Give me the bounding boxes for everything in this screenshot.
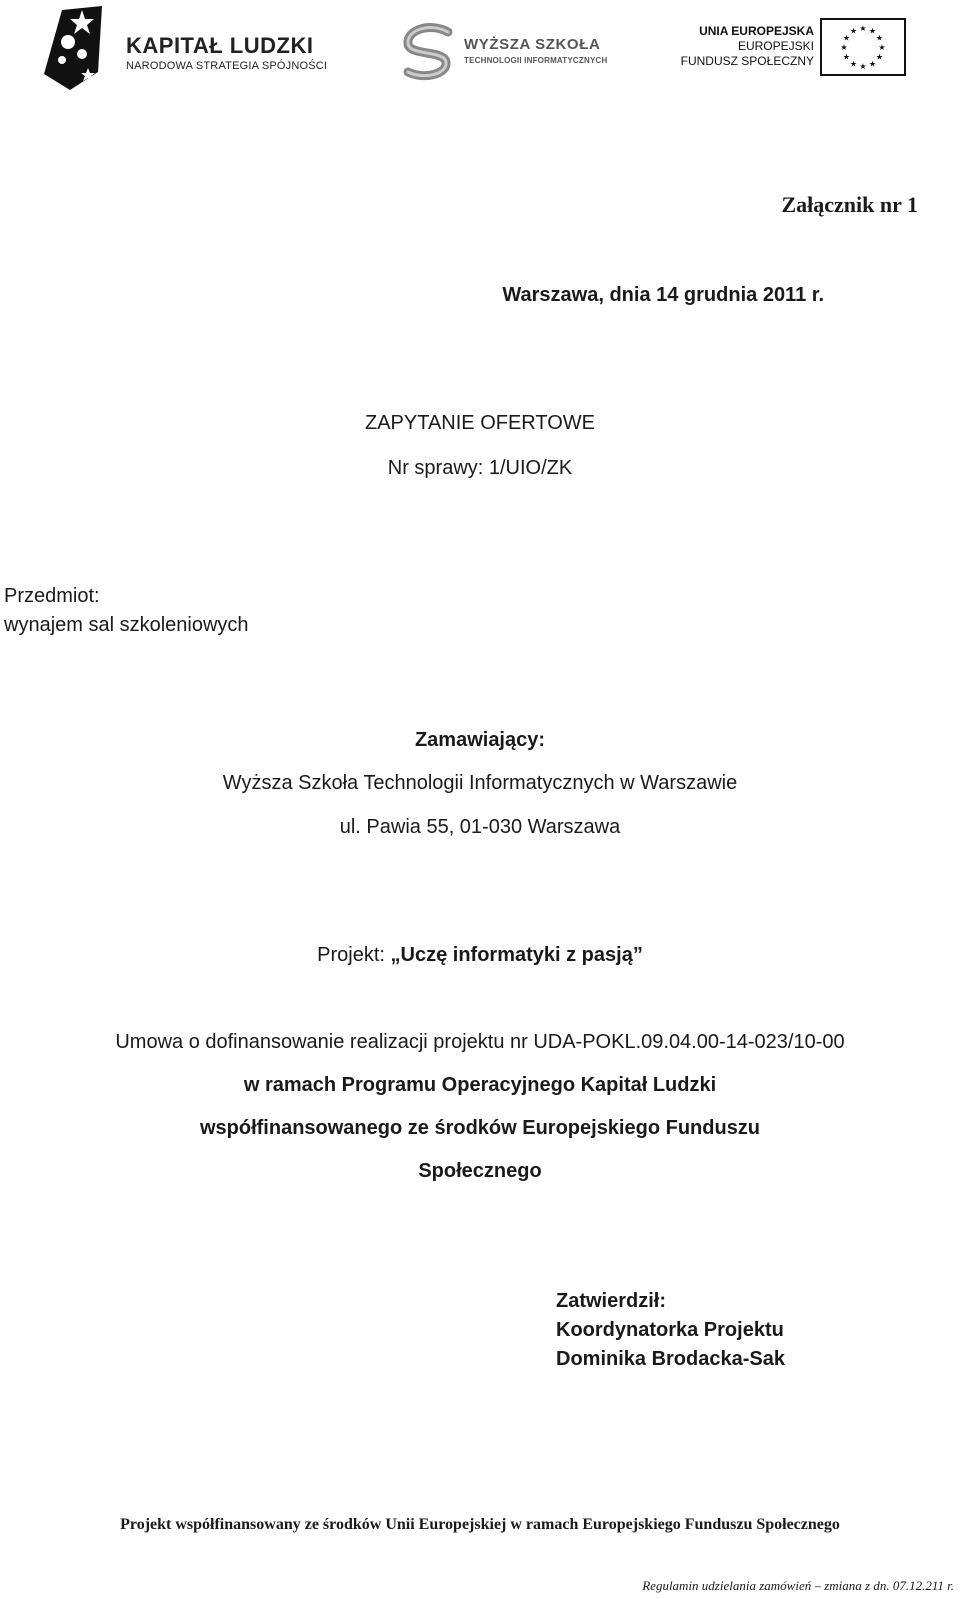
eu-star-icon: ★ — [840, 43, 848, 52]
eu-star-icon: ★ — [875, 33, 884, 43]
footer-cofinancing: Projekt współfinansowany ze środków Unii Europejskiej w ramach Europejskiego Funduszu Społecznego — [120, 1516, 840, 1533]
wsti-subtitle: TECHNOLOGII INFORMATYCZNYCH — [464, 56, 608, 65]
attachment-label: Załącznik nr 1 — [781, 192, 918, 217]
case-number: Nr sprawy: 1/UIO/ZK — [387, 457, 573, 479]
program-line-2: współfinansowanego ze środków Europejskiego Funduszu — [199, 1117, 761, 1139]
approved-name: Dominika Brodacka-Sak — [556, 1348, 785, 1370]
wsti-title: WYŻSZA SZKOŁA — [464, 36, 601, 53]
orderer-label: Zamawiający: — [414, 729, 546, 751]
document-title: ZAPYTANIE OFERTOWE — [364, 412, 596, 434]
approved-role: Koordynatorka Projektu — [556, 1319, 784, 1341]
eu-line-1: UNIA EUROPEJSKA — [699, 24, 814, 38]
eu-star-icon: ★ — [849, 26, 858, 36]
program-line-1: w ramach Programu Operacyjnego Kapitał Ludzki — [243, 1074, 717, 1096]
orderer-address: ul. Pawia 55, 01-030 Warszawa — [339, 816, 621, 838]
eu-flag-icon — [820, 18, 906, 76]
eu-stars-icon — [822, 20, 904, 74]
kapital-ludzki-logo — [42, 2, 342, 92]
eu-star-icon: ★ — [842, 52, 851, 62]
eu-line-2: EUROPEJSKI — [737, 39, 814, 53]
kapital-ludzki-emblem-icon — [42, 2, 112, 92]
wsti-logo — [400, 22, 640, 82]
orderer-name: Wyższa Szkoła Technologii Informatycznych w Warszawie — [222, 772, 738, 794]
approved-label: Zatwierdził: — [556, 1290, 667, 1312]
eu-star-icon: ★ — [878, 43, 886, 52]
project-label: Projekt: — [317, 944, 391, 966]
eu-text-block — [681, 24, 814, 69]
subject-label: Przedmiot: — [4, 585, 100, 607]
eu-star-icon: ★ — [875, 52, 884, 62]
project-name: „Uczę informatyki z pasją” — [390, 944, 643, 966]
eu-efs-logo — [680, 16, 910, 78]
wsti-swirl-icon — [400, 22, 460, 82]
eu-star-icon: ★ — [842, 33, 851, 43]
program-line-3: Społecznego — [418, 1160, 542, 1182]
eu-star-icon: ★ — [868, 26, 877, 36]
kapital-ludzki-subtitle: NARODOWA STRATEGIA SPÓJNOŚCI — [126, 60, 328, 72]
footer-regulation: Regulamin udzielania zamówień – zmiana z dn. 07.12.211 r. — [642, 1578, 954, 1593]
subject-value: wynajem sal szkoleniowych — [4, 614, 249, 636]
agreement-number: Umowa o dofinansowanie realizacji projektu nr UDA-POKL.09.04.00-14-023/10-00 — [115, 1031, 845, 1053]
kapital-ludzki-title: KAPITAŁ LUDZKI — [126, 33, 314, 58]
eu-star-icon: ★ — [859, 62, 867, 71]
project-line — [0, 944, 960, 967]
eu-line-3: FUNDUSZ SPOŁECZNY — [680, 54, 814, 68]
eu-star-icon: ★ — [849, 59, 858, 69]
date-line: Warszawa, dnia 14 grudnia 2011 r. — [502, 284, 824, 306]
eu-star-icon: ★ — [868, 59, 877, 69]
eu-star-icon: ★ — [859, 24, 867, 33]
